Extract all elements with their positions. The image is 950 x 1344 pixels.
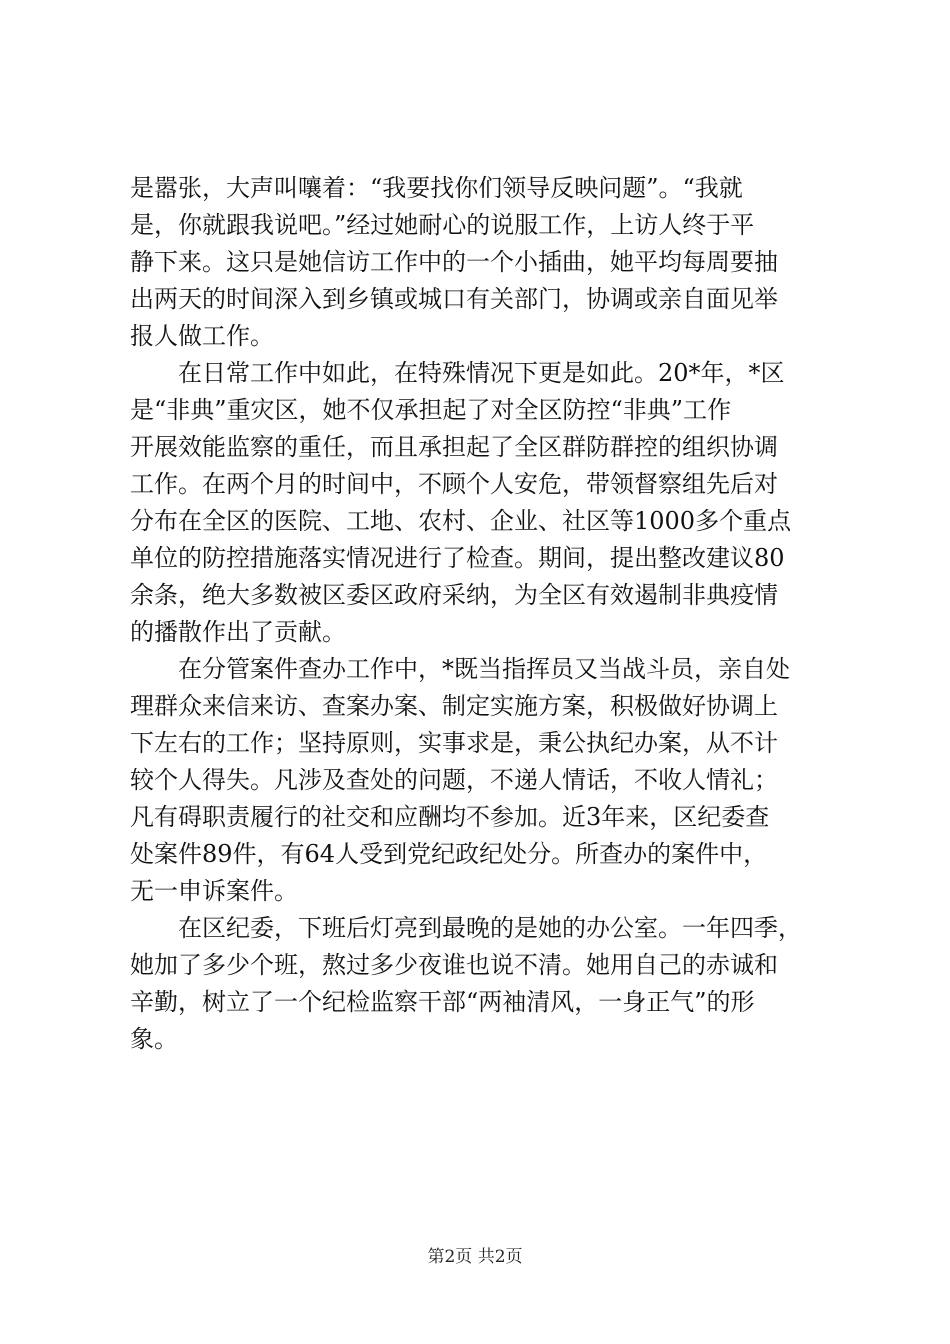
text-line: 余条，绝大多数被区委区政府采纳，为全区有效遏制非典疫情 xyxy=(130,581,778,609)
text-line: 工作。在两个月的时间中，不顾个人安危，带领督察组先后对 xyxy=(130,470,778,498)
text-line: 分布在全区的医院、工地、农村、企业、社区等1000多个重点 xyxy=(130,507,792,535)
text-line: 是，你就跟我说吧。”经过她耐心的说服工作，上访人终于平 xyxy=(130,211,755,239)
text-line: 理群众来信来访、查案办案、制定实施方案，积极做好协调上 xyxy=(130,692,778,720)
text-line: 在分管案件查办工作中，*既当指挥员又当战斗员，亲自处 xyxy=(130,655,790,683)
text-line: 辛勤，树立了一个纪检监察干部“两袖清风，一身正气”的形 xyxy=(130,988,755,1016)
page-number: 第2页 共2页 xyxy=(427,1247,523,1267)
text-line: 象。 xyxy=(130,1025,178,1053)
text-line: 出两天的时间深入到乡镇或城口有关部门，协调或亲自面见举 xyxy=(130,285,778,313)
text-line: 报人做工作。 xyxy=(130,322,274,350)
text-line: 较个人得失。凡涉及查处的问题，不递人情话，不收人情礼； xyxy=(130,766,778,794)
text-line: 她加了多少个班，熬过多少夜谁也说不清。她用自己的赤诚和 xyxy=(130,951,778,979)
text-line: 单位的防控措施落实情况进行了检查。期间，提出整改建议80 xyxy=(130,544,785,572)
text-line: 在区纪委，下班后灯亮到最晚的是她的办公室。一年四季， xyxy=(130,914,802,942)
text-line: 开展效能监察的重任，而且承担起了全区群防群控的组织协调 xyxy=(130,433,778,461)
text-line: 凡有碍职责履行的社交和应酬均不参加。近3年来，区纪委查 xyxy=(130,803,770,831)
body-text xyxy=(130,170,830,1058)
text-line: 静下来。这只是她信访工作中的一个小插曲，她平均每周要抽 xyxy=(130,248,778,276)
text-line: 的播散作出了贡献。 xyxy=(130,618,346,646)
page-footer xyxy=(0,1242,950,1267)
text-line: 是“非典”重灾区，她不仅承担起了对全区防控“非典”工作 xyxy=(130,396,732,424)
text-line: 下左右的工作；坚持原则，实事求是，秉公执纪办案，从不计 xyxy=(130,729,778,757)
text-line: 在日常工作中如此，在特殊情况下更是如此。20*年，*区 xyxy=(130,359,785,387)
text-line: 是嚣张，大声叫嚷着：“我要找你们领导反映问题”。“我就 xyxy=(130,174,743,202)
text-line: 处案件89件，有64人受到党纪政纪处分。所查办的案件中， xyxy=(130,840,768,868)
text-line: 无一申诉案件。 xyxy=(130,877,298,905)
